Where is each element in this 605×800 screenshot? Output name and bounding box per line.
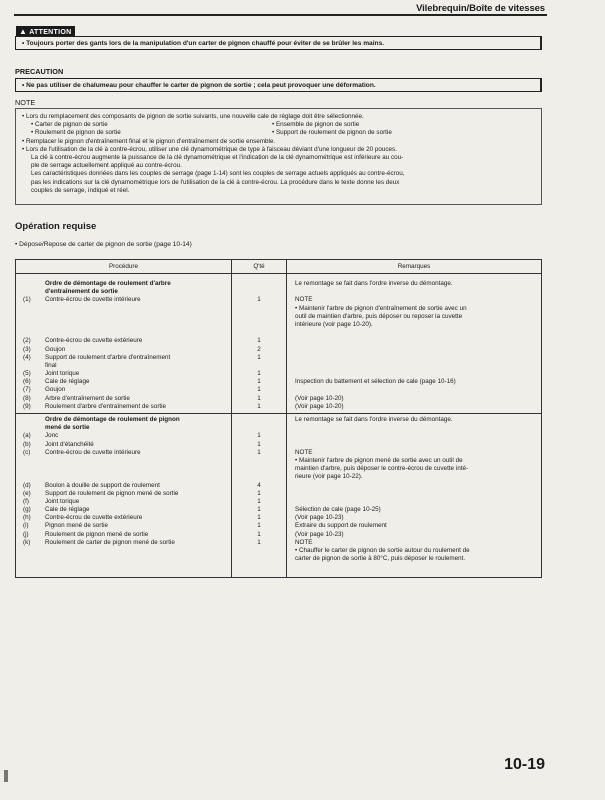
row-label: Boulon à douille de support de roulement: [45, 481, 160, 489]
note-list-row: [22, 129, 535, 137]
row-qty: 1: [257, 489, 261, 497]
row-ref: (8): [23, 394, 31, 402]
row-qty: 1: [257, 530, 261, 538]
row-qty: 1: [257, 432, 261, 440]
row-label: Support de roulement de pignon mené de sortie: [45, 489, 179, 497]
row-qty: 4: [257, 481, 261, 489]
row-ref: (i): [23, 522, 29, 530]
remark-line: • Chauffer le carter de pignon de sortie autour du roulement de: [295, 547, 470, 554]
section-title: d'entraînement de sortie: [45, 288, 118, 296]
note-line: couples de serrage, indiqué et réel.: [31, 186, 130, 194]
row-qty: 2: [257, 345, 261, 353]
remark-line: rieure (voir page 10-22).: [295, 473, 363, 481]
table-row: [16, 370, 231, 378]
row-ref: (d): [23, 481, 31, 489]
row-ref: (9): [23, 402, 31, 410]
remark-line: carter de pignon de sortie à 80°C, puis déposer le roulement.: [295, 555, 466, 563]
row-label: Joint torique: [45, 497, 80, 505]
attention-label-text: ATTENTION: [29, 29, 72, 36]
row-ref: (b): [23, 440, 31, 448]
row-label: Contre-écrou de cuvette extérieure: [45, 337, 143, 345]
section-remarks-cell: [287, 274, 542, 414]
precaution-box: • Ne pas utiliser de chalumeau pour chauffer le carter de pignon de sortie ; cela peut provoquer une déformation.: [15, 78, 542, 92]
remark-line: Extraire du support de roulement: [295, 522, 387, 530]
row-label: Joint d'étanchéité: [45, 440, 94, 448]
remark-note-label: NOTE: [295, 448, 313, 456]
row-ref: (3): [23, 345, 31, 353]
row-ref: (f): [23, 497, 29, 505]
section-remarks-cell: [287, 414, 542, 578]
table-row: [16, 337, 231, 345]
row-qty: 1: [257, 497, 261, 505]
row-label: Contre-écrou de cuvette intérieure: [45, 296, 141, 304]
table-row: [16, 354, 231, 362]
table-row: [16, 362, 231, 370]
table-row: [16, 482, 231, 490]
table-row: [16, 498, 231, 506]
row-qty: 1: [257, 506, 261, 514]
note-line: ple de serrage actuellement appliqué au contre-écrou.: [31, 162, 182, 170]
table-row: [16, 441, 231, 449]
row-label: final: [45, 361, 57, 369]
note-line: • Lors de l'utilisation de la clé à contre-écrou, utiliser une clé dynamométrique de type à faisceau déviant d'une longueur de 20 pouces.: [22, 145, 397, 153]
section-title: Ordre de démontage de roulement de pignon: [45, 416, 180, 423]
operation-item: • Dépose/Repose de carter de pignon de sortie (page 10-14): [15, 241, 192, 248]
row-label: Goujon: [45, 345, 66, 353]
note-line: • Remplacer le pignon d'entraînement final et le pignon d'entraînement de sortie ensemble.: [22, 137, 276, 145]
row-ref: (g): [23, 506, 31, 514]
row-qty: 1: [257, 378, 261, 386]
row-label: Contre-écrou de cuvette extérieure: [45, 514, 143, 522]
row-ref: (4): [23, 353, 31, 361]
row-label: Roulement de pignon mené de sortie: [45, 530, 149, 538]
table-row: [16, 346, 231, 354]
section-qty-cell: [232, 274, 287, 414]
note-line: Les caractéristiques données dans les couples de serrage (page 1-14) sont les couples de serrage actuels appliqués au contre-écrou,: [31, 170, 405, 178]
procedure-rows: [16, 296, 231, 411]
qty-rows: [232, 296, 286, 411]
row-label: Roulement d'arbre d'entraînement de sortie: [45, 402, 167, 410]
note-list-item: • Carter de pignon de sortie: [31, 121, 108, 129]
row-ref: (a): [23, 432, 31, 440]
row-label: Pignon mené de sortie: [45, 522, 109, 530]
table-row: [16, 395, 231, 403]
procedure-table: [15, 259, 542, 578]
remark-line: Le remontage se fait dans l'ordre inverse du démontage.: [295, 416, 453, 423]
row-ref: (6): [23, 378, 31, 386]
row-ref: (1): [23, 296, 31, 304]
remark-line: (Voir page 10-20): [295, 394, 344, 402]
remark-line: outil de maintien d'arbre, puis déposer ou reposer la cuvette: [295, 312, 463, 320]
column-header-procedure: Procédure: [16, 260, 232, 274]
table-row: [16, 490, 231, 498]
row-label: Cale de réglage: [45, 506, 90, 514]
column-header-remarks: Remarques: [287, 260, 542, 274]
section-title: mené de sortie: [45, 424, 90, 432]
row-ref: (j): [23, 530, 29, 538]
table-row: [16, 296, 231, 304]
section-procedure-cell: [16, 274, 232, 414]
note-box: [15, 108, 542, 205]
table-row: [16, 506, 231, 514]
row-label: Support de roulement d'arbre d'entraînement: [45, 353, 171, 361]
table-row: [16, 522, 231, 530]
row-ref: (h): [23, 514, 31, 522]
table-row: [16, 539, 231, 547]
row-ref: (7): [23, 386, 31, 394]
row-ref: [16, 362, 45, 370]
section-procedure-cell: [16, 414, 232, 578]
table-section: [16, 274, 542, 414]
table-header-row: [16, 260, 542, 274]
remark-line: (Voir page 10-20): [295, 402, 344, 410]
row-label: Jonc: [45, 432, 59, 440]
row-ref: (c): [23, 448, 31, 456]
column-header-qty: Q'té: [232, 260, 287, 274]
row-label: Joint torique: [45, 370, 80, 378]
row-qty: 1: [257, 402, 261, 410]
remark-note-label: NOTE: [295, 538, 313, 546]
row-label: Roulement de carter de pignon mené de sortie: [45, 538, 175, 546]
procedure-rows: [16, 432, 231, 547]
remark-line: (Voir page 10-23): [295, 530, 344, 538]
row-ref: (5): [23, 370, 31, 378]
row-label: Arbre d'entraînement de sortie: [45, 394, 130, 402]
row-ref: (k): [23, 538, 31, 546]
remark-line: Sélection de cale (page 10-25): [295, 506, 381, 514]
header-rule: [14, 14, 547, 16]
row-qty: 1: [257, 448, 261, 456]
row-qty: 1: [257, 337, 261, 345]
remark-line: (Voir page 10-23): [295, 514, 344, 522]
scan-mark: [4, 770, 8, 782]
row-label: Contre-écrou de cuvette intérieure: [45, 448, 141, 456]
row-ref: (e): [23, 489, 31, 497]
table-row: [16, 403, 231, 411]
note-list-row: [22, 121, 535, 129]
qty-rows: [232, 432, 286, 547]
remark-line: Le remontage se fait dans l'ordre inverse du démontage.: [295, 280, 453, 287]
remark-line: Inspection du battement et sélection de cale (page 10-16): [295, 378, 456, 386]
note-list-item: • Ensemble de pignon de sortie: [272, 121, 360, 129]
remark-note-label: NOTE: [295, 296, 313, 304]
section-qty-cell: [232, 414, 287, 578]
table-row: [16, 386, 231, 394]
remark-line: • Maintenir l'arbre de pignon mené de sortie avec un outil de: [295, 456, 463, 464]
row-qty: 1: [257, 514, 261, 522]
remark-line: maintien d'arbre, puis déposer le contre-écrou de cuvette inté-: [295, 465, 469, 473]
row-qty: 1: [257, 394, 261, 402]
section-title: Ordre de démontage de roulement d'arbre: [45, 280, 171, 287]
operation-title: Opération requise: [15, 221, 97, 232]
table-section: [16, 414, 542, 578]
attention-box: • Toujours porter des gants lors de la manipulation d'un carter de pignon chauffé pour éviter de se brûler les mains.: [15, 36, 542, 50]
table-row: [16, 432, 231, 440]
row-qty: 1: [257, 440, 261, 448]
remark-line: intérieure (voir page 10-20).: [295, 320, 373, 328]
note-line: pas les indications sur la clé dynamométrique lors de l'utilisation de la clé à contre-écrou. La procédure dans le texte donne les deux: [31, 178, 400, 186]
row-label: Cale de réglage: [45, 378, 90, 386]
row-qty: 1: [257, 370, 261, 378]
row-qty: 1: [257, 538, 261, 546]
warning-icon: ▲: [19, 27, 28, 36]
row-qty: 1: [257, 386, 261, 394]
row-label: Goujon: [45, 386, 66, 394]
row-ref: (2): [23, 337, 31, 345]
row-qty: 1: [257, 353, 261, 361]
note-list-item: • Roulement de pignon de sortie: [31, 129, 121, 137]
page-number: 10-19: [504, 756, 545, 773]
table-row: [16, 449, 231, 457]
remark-line: • Maintenir l'arbre de pignon d'entraînement de sortie avec un: [295, 304, 467, 312]
note-line: • Lors du remplacement des composants de pignon de sortie suivants, une nouvelle cale de réglage doit être sélectionnée.: [22, 113, 364, 120]
table-row: [16, 514, 231, 522]
note-label: NOTE: [15, 98, 36, 107]
row-qty: [232, 362, 286, 370]
precaution-label: PRECAUTION: [15, 67, 64, 76]
note-list-item: • Support de roulement de pignon de sortie: [272, 129, 392, 137]
table-row: [16, 531, 231, 539]
section-title: Vilebrequin/Boîte de vitesses: [416, 3, 545, 14]
table-row: [16, 378, 231, 386]
row-qty: 1: [257, 296, 261, 304]
row-qty: 1: [257, 522, 261, 530]
note-line: La clé à contre-écrou augmente la puissance de la clé dynamométrique et l'indication de la clé dynamométrique est inférieure au cou-: [31, 154, 404, 162]
